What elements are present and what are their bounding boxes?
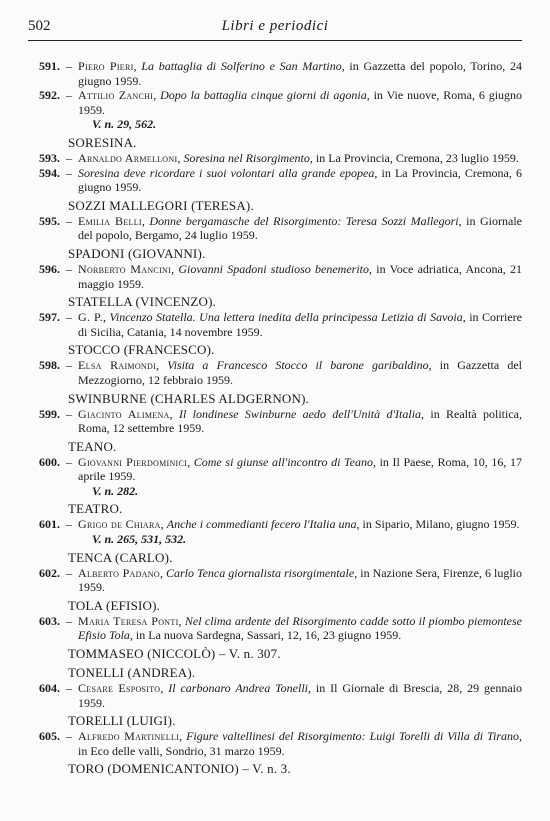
page-number: 502 (28, 18, 51, 34)
entry-title: Il carbonaro Andrea Tonelli (168, 681, 309, 696)
entry-number: 598. (39, 358, 60, 373)
bibliography-list (28, 59, 522, 777)
entry-separator: , (160, 517, 167, 532)
entry-separator: , (179, 729, 187, 744)
entry-separator: , (169, 406, 179, 421)
entry-separator: , (160, 681, 169, 696)
entry-publication: , in La Provincia, Cremona, 23 luglio 1959. (309, 150, 519, 165)
entry-body (78, 614, 522, 643)
entry-title: Giovanni Spadoni studioso benemerito (178, 261, 369, 276)
page-header (28, 18, 522, 41)
entry-separator: , (102, 310, 110, 325)
entry-separator: , (141, 213, 150, 228)
entry-number: 599. (39, 406, 60, 421)
entry-publication: , in Nazione Sera, Firenze, 6 luglio 1959. (78, 565, 522, 595)
bibliography-entry (28, 681, 522, 710)
entry-author: Alfredo Martinelli (78, 729, 180, 744)
section-heading: STATELLA (VINCENZO). (68, 294, 217, 310)
entry-body (78, 59, 522, 88)
entry-author: Giacinto Alimena (78, 406, 170, 421)
entry-body (78, 262, 522, 291)
entry-title: Carlo Tenca giornalista risorgimentale (165, 565, 355, 580)
entry-body (78, 407, 522, 436)
bibliography-entry (28, 729, 522, 758)
bibliography-entry (28, 166, 522, 195)
entry-dash: – (66, 310, 72, 325)
section-heading: TENCA (CARLO). (68, 549, 173, 565)
section-heading: SOZZI MALLEGORI (TERESA). (68, 197, 254, 213)
entry-title: Il londinese Swinburne aedo dell'Unità d'Italia (178, 406, 422, 421)
section-heading: SORESINA. (68, 134, 137, 150)
entry-dash: – (66, 454, 72, 469)
entry-number: 602. (39, 565, 60, 580)
entry-dash: – (66, 213, 72, 228)
entry-number: 597. (39, 310, 60, 325)
section-heading: SPADONI (GIOVANNI). (68, 245, 206, 261)
entry-dash: – (66, 150, 72, 165)
entry-dash: – (66, 681, 72, 696)
entry-title: Nel clima ardente del Risorgimento cadde sotto il piombo piemontese Efisio Tola (78, 613, 523, 643)
entry-author: Alberto Padano (78, 565, 160, 580)
entry-separator: , (187, 454, 194, 469)
entry-author: G. P. (78, 310, 103, 325)
entry-body (78, 681, 522, 710)
entry-author: Cesare Esposito (78, 681, 161, 696)
entry-title: Anche i commedianti fecero l'Italia una (166, 517, 357, 532)
entry-publication: , in Eco delle valli, Sondrio, 31 marzo 1959. (78, 729, 523, 758)
entry-cross-reference: V. n. 282. (92, 483, 139, 498)
section-heading: TEATRO. (68, 501, 123, 517)
entry-body (78, 166, 522, 195)
entry-separator: , (156, 358, 168, 373)
entry-dash: – (66, 729, 72, 744)
entry-body (78, 566, 522, 595)
entry-publication: , in Corriere di Sicilia, Catania, 14 novembre 1959. (78, 310, 522, 339)
entry-number: 596. (39, 261, 60, 276)
entry-author: Grigo de Chiara (78, 517, 161, 532)
entry-title: La battaglia di Solferino e San Martino (141, 59, 342, 73)
entry-separator: , (177, 150, 184, 165)
bibliography-entry (28, 310, 522, 339)
section-heading: TORO (DOMENICANTONIO) – V. n. 3. (68, 761, 291, 777)
entry-title: Soresina deve ricordare i suoi volontari alla grande epopea (78, 165, 375, 180)
section-heading: SWINBURNE (CHARLES ALDGERNON). (68, 390, 310, 406)
entry-publication: , in La nuova Sardegna, Sassari, 12, 16, 23 giugno 1959. (129, 628, 402, 643)
entry-number: 591. (39, 59, 60, 73)
entry-number: 604. (39, 681, 60, 696)
entry-body (78, 214, 522, 243)
entry-title: Dopo la battaglia cinque giorni di agonia (160, 88, 367, 103)
entry-body (78, 88, 522, 132)
entry-body (78, 310, 522, 339)
bibliography-entry (28, 566, 522, 595)
entry-body (78, 455, 522, 499)
entry-dash: – (66, 517, 72, 532)
section-heading: TOMMASEO (NICCOLÒ) – V. n. 307. (68, 646, 281, 662)
entry-title: Figure valtellinesi del Risorgimento: Luigi Torelli di Villa di Tirano (186, 729, 520, 744)
entry-number: 600. (39, 454, 60, 469)
entry-dash: – (66, 88, 72, 103)
entry-dash: – (66, 406, 72, 421)
entry-number: 594. (39, 165, 60, 180)
entry-body (78, 151, 522, 166)
bibliography-entry (28, 151, 522, 166)
entry-author: Maria Teresa Ponti (78, 613, 179, 628)
section-heading: TONELLI (ANDREA). (68, 665, 196, 681)
entry-separator: , (178, 613, 185, 628)
entry-number: 592. (39, 88, 60, 103)
entry-number: 605. (39, 729, 60, 744)
entry-dash: – (66, 261, 72, 276)
entry-dash: – (66, 358, 72, 373)
entry-title: Come si giunse all'incontro di Teano (193, 454, 373, 469)
entry-dash: – (66, 59, 72, 73)
bibliography-entry (28, 262, 522, 291)
entry-separator: , (159, 565, 166, 580)
entry-publication: , in Gazzetta del popolo, Torino, 24 giugno 1959. (78, 59, 522, 88)
entry-publication: , in Voce adriatica, Ancona, 21 maggio 1959. (78, 261, 523, 291)
entry-body (78, 517, 522, 546)
entry-body (78, 729, 522, 758)
bibliography-entry (28, 214, 522, 243)
entry-dash: – (66, 565, 72, 580)
bibliography-entry (28, 358, 522, 387)
entry-title: Visita a Francesco Stocco il barone garibaldino (167, 358, 429, 373)
entry-publication: , in Sipario, Milano, giugno 1959. (356, 517, 520, 532)
bibliography-entry (28, 407, 522, 436)
entry-publication: , in Il Paese, Roma, 10, 16, 17 aprile 1959. (78, 454, 523, 484)
bibliography-entry (28, 88, 522, 132)
entry-author: Emilia Belli (78, 213, 142, 228)
section-heading: TORELLI (LUIGI). (68, 713, 176, 729)
entry-author: Giovanni Pierdominici (78, 454, 188, 469)
entry-publication: , in Giornale del popolo, Bergamo, 24 luglio 1959. (78, 213, 522, 243)
entry-publication: , in La Provincia, Cremona, 6 giugno 1959. (78, 165, 522, 195)
entry-separator: , (171, 261, 179, 276)
entry-author: Piero Pieri (78, 59, 134, 73)
entry-title: Donne bergamasche del Risorgimento: Teresa Sozzi Mallegori (149, 213, 459, 228)
entry-author: Arnaldo Armelloni (78, 150, 178, 165)
entry-title: Vincenzo Statella. Una lettera inedita della principessa Letizia di Savoia (109, 310, 463, 325)
entry-number: 601. (39, 517, 60, 532)
entry-dash: – (66, 613, 72, 628)
entry-number: 603. (39, 613, 60, 628)
bibliography-entry (28, 517, 522, 546)
entry-number: 595. (39, 213, 60, 228)
entry-publication: , in Il Giornale di Brescia, 28, 29 gennaio 1959. (78, 681, 523, 710)
entry-cross-reference: V. n. 29, 562. (92, 117, 157, 132)
entry-publication: , in Realtà politica, Roma, 12 settembre 1959. (78, 406, 522, 436)
entry-publication: , in Gazzetta del Mezzogiorno, 12 febbraio 1959. (78, 358, 523, 387)
entry-number: 593. (39, 150, 60, 165)
bibliography-entry (28, 455, 522, 499)
bibliography-entry (28, 59, 522, 88)
section-heading: TEANO. (68, 438, 117, 454)
section-heading: STOCCO (FRANCESCO). (68, 342, 215, 358)
entry-publication: , in Vie nuove, Roma, 6 giugno 1959. (78, 88, 523, 117)
entry-author: Elsa Raimondi (78, 358, 157, 373)
entry-body (78, 358, 522, 387)
entry-title: Soresina nel Risorgimento (183, 150, 310, 165)
bibliography-entry (28, 614, 522, 643)
entry-author: Attilio Zanchi (78, 88, 154, 103)
running-title: Libri e periodici (221, 18, 329, 34)
entry-separator: , (153, 88, 161, 103)
entry-author: Norberto Mancini (78, 261, 172, 276)
section-heading: TOLA (EFISIO). (68, 597, 161, 613)
entry-cross-reference: V. n. 265, 531, 532. (92, 532, 187, 547)
entry-separator: , (133, 59, 142, 73)
entry-dash: – (66, 165, 72, 180)
